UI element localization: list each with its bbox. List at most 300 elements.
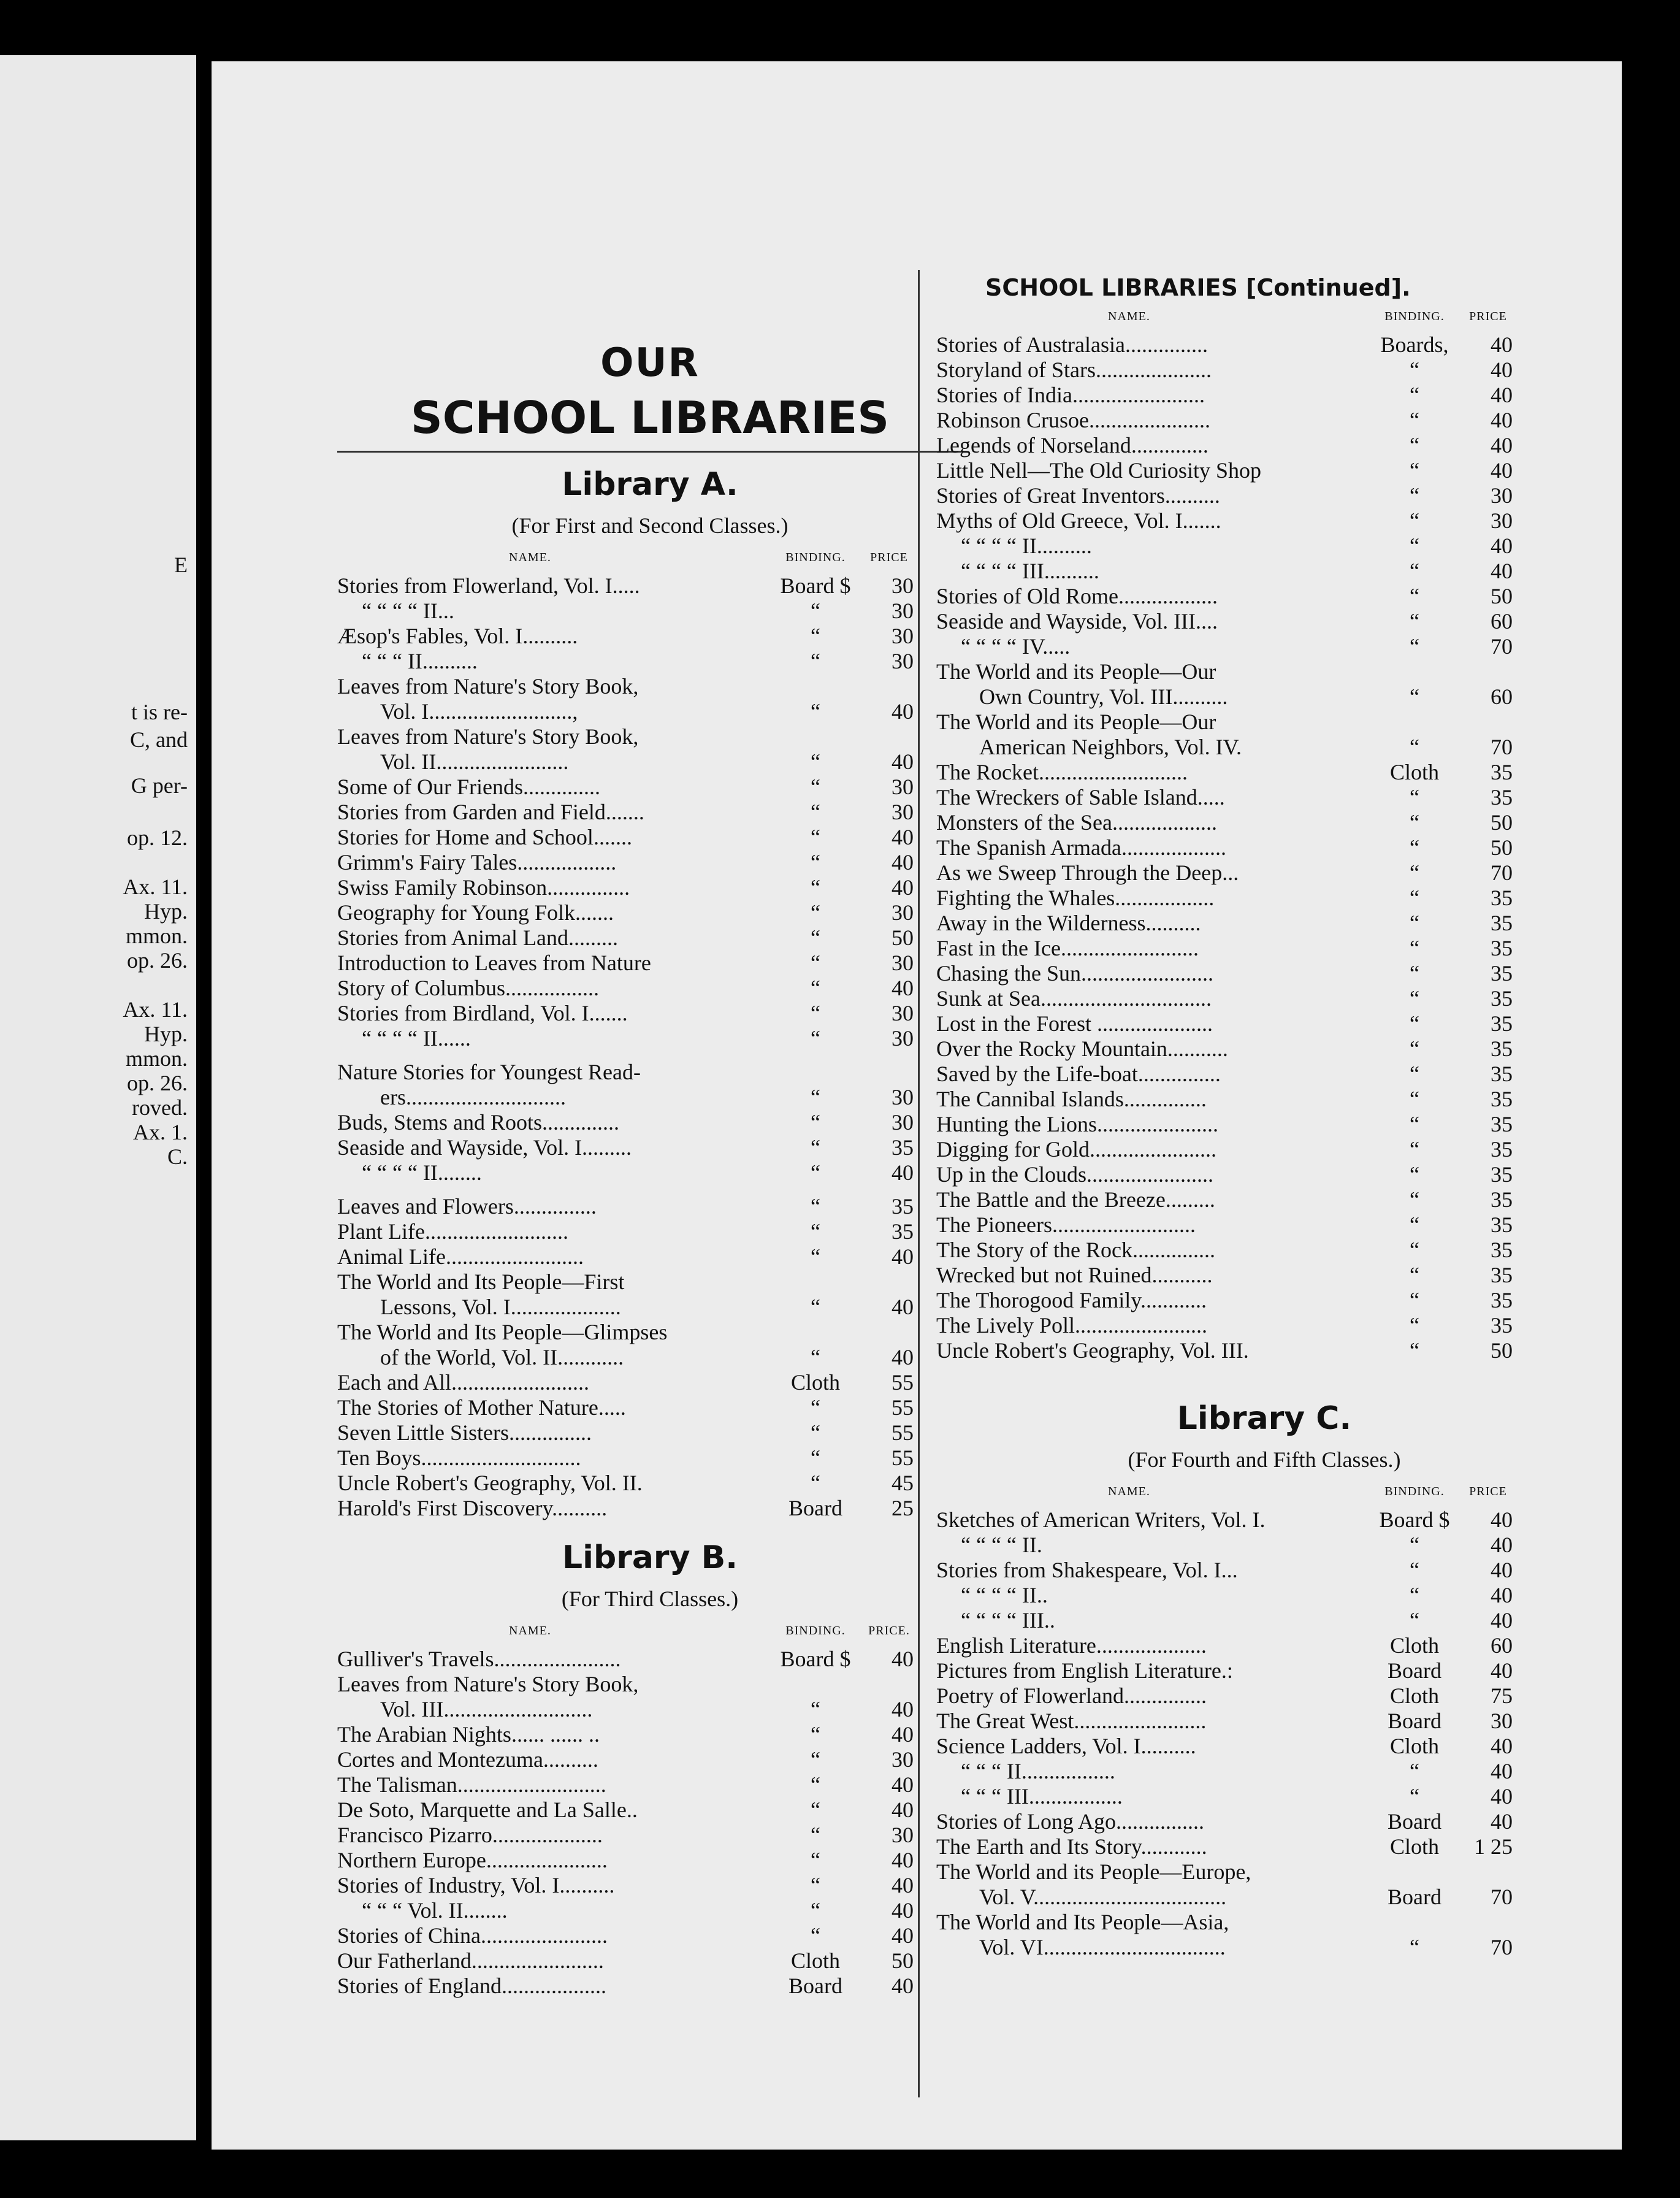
list-item [337,1001,963,1026]
list-item [337,1135,963,1160]
list-item [936,634,1592,659]
item-binding: “ [811,749,820,774]
item-binding: Boards, [1380,332,1449,357]
list-item [936,1011,1592,1036]
item-binding: “ [1410,1137,1419,1162]
list-item [936,1533,1592,1558]
item-name: The World and Its People—Glimpses [337,1320,668,1344]
item-binding: “ [811,1110,820,1135]
item-price: 35 [892,1194,914,1219]
list-item [337,925,963,951]
item-name: The Great West........................ [936,1709,1207,1733]
item-name: Stories of China....................... [337,1923,608,1948]
library-b-title: Library B. [562,1539,738,1576]
item-name: Robinson Crusoe...................... [936,408,1211,432]
item-name: As we Sweep Through the Deep... [936,860,1239,885]
item-name: The Pioneers.......................... [936,1212,1196,1237]
item-name: The Battle and the Breeze......... [936,1187,1215,1212]
list-item [936,1288,1592,1313]
list-item [337,1295,963,1320]
item-name: Grimm's Fairy Tales.................. [337,850,617,875]
right-column [936,274,1592,1960]
item-price: 30 [1491,1709,1513,1733]
item-price: 30 [892,800,914,824]
list-item [936,1683,1592,1709]
name-header: NAME. [509,1624,551,1637]
list-item [337,1269,963,1295]
item-price: 40 [892,1295,914,1319]
item-price: 30 [892,1026,914,1051]
item-price: 40 [892,1923,914,1948]
item-name: Ten Boys............................. [337,1446,581,1470]
item-price: 35 [1491,936,1513,960]
item-binding: “ [811,1898,820,1923]
continued-list [936,332,1592,1363]
list-item [337,1420,963,1446]
item-name: Storyland of Stars..................... [936,358,1212,382]
item-name: Saved by the Life-boat............... [936,1062,1221,1086]
item-name: English Literature.................... [936,1633,1207,1658]
item-price: 40 [1491,332,1513,357]
item-binding: Cloth [790,1370,840,1395]
name-header: NAME. [1108,1485,1150,1498]
item-price: 30 [892,951,914,975]
item-price: 30 [892,573,914,598]
item-price: 35 [1491,1036,1513,1061]
item-binding: “ [811,1420,820,1445]
library-a-header [337,551,963,565]
item-name: Stories from Flowerland, Vol. I..... [337,573,640,598]
title-rule [337,451,963,453]
item-binding: “ [1410,1338,1419,1363]
binding-header: BINDING. [785,551,846,564]
item-price: 40 [892,976,914,1000]
item-name: The Thorogood Family............ [936,1288,1207,1312]
list-item [936,609,1592,634]
item-name: Lost in the Forest ..................... [936,1011,1213,1036]
item-name: Seven Little Sisters............... [337,1420,592,1445]
list-item [337,724,963,749]
item-price: 35 [1491,1187,1513,1212]
item-name: Away in the Wilderness.......... [936,911,1201,935]
item-binding: “ [1410,458,1419,483]
list-item [337,674,963,699]
item-price: 30 [1491,508,1513,533]
item-binding: “ [1410,508,1419,533]
list-item [337,599,963,624]
item-name: Legends of Norseland.............. [936,433,1208,458]
item-binding: “ [1410,911,1419,935]
item-price: 70 [1491,735,1513,759]
item-binding: “ [811,1923,820,1948]
item-binding: “ [1410,1087,1419,1111]
item-name: Wrecked but not Ruined........... [936,1263,1213,1287]
item-price: 35 [1491,961,1513,986]
item-binding: “ [811,1135,820,1160]
item-price: 35 [1491,911,1513,935]
facing-page-text: Hyp. [144,1022,188,1046]
item-binding: “ [1410,936,1419,960]
item-price: 40 [1491,1507,1513,1532]
item-price: 55 [892,1420,914,1445]
list-item [337,1194,963,1219]
item-name: Cortes and Montezuma.......... [337,1747,598,1772]
item-price: 50 [1491,810,1513,835]
price-header: PRICE [1469,310,1507,323]
list-item [337,1446,963,1471]
list-item [337,1370,963,1395]
item-price: 40 [892,1160,914,1185]
item-name: Plant Life.......................... [337,1219,568,1244]
item-binding: “ [1410,1238,1419,1262]
item-name: Sketches of American Writers, Vol. I. [936,1507,1266,1532]
list-item [936,1162,1592,1187]
list-item [936,383,1592,408]
item-binding: “ [1410,483,1419,508]
item-name: “ “ “ “ III.......... [961,559,1099,583]
item-name: Hunting the Lions...................... [936,1112,1218,1136]
list-item [337,951,963,976]
item-price: 70 [1491,1935,1513,1959]
item-price: 40 [1491,559,1513,583]
item-price: 40 [892,1873,914,1897]
item-name: “ “ “ “ II.. [961,1583,1048,1607]
item-name: “ “ “ “ II... [362,599,454,623]
item-binding: “ [1410,433,1419,458]
list-item [936,1834,1592,1859]
library-c-subtitle: (For Fourth and Fifth Classes.) [1128,1447,1401,1472]
list-item [337,649,963,674]
library-b-subtitle: (For Third Classes.) [561,1587,739,1611]
item-price: 30 [892,1110,914,1135]
item-binding: “ [1410,1011,1419,1036]
list-item [936,1935,1592,1960]
item-name: Swiss Family Robinson............... [337,875,630,900]
item-binding: “ [811,1747,820,1772]
list-item [936,1212,1592,1238]
item-binding: “ [1410,1533,1419,1557]
item-name: Sunk at Sea............................... [936,986,1212,1011]
facing-page-text: mmon. [125,1046,188,1071]
item-price: 40 [1491,1658,1513,1683]
item-binding: “ [811,599,820,623]
list-item [936,1558,1592,1583]
facing-page-text: op. 26. [127,1071,188,1095]
item-price: 60 [1491,609,1513,634]
item-price: 25 [892,1496,914,1520]
item-name: Buds, Stems and Roots.............. [337,1110,620,1135]
item-binding: “ [1410,1759,1419,1783]
item-name: Stories of Industry, Vol. I.......... [337,1873,615,1897]
item-price: 55 [892,1370,914,1395]
item-price: 35 [1491,886,1513,910]
item-binding: “ [1410,1583,1419,1607]
list-item [936,1734,1592,1759]
facing-page-text: Hyp. [144,899,188,924]
item-binding: “ [1410,810,1419,835]
list-item [337,1747,963,1772]
item-name: “ “ “ “ II. [961,1533,1042,1557]
item-price: 40 [892,1974,914,1998]
name-header: NAME. [1108,310,1150,323]
facing-page-text: G per- [131,773,188,798]
list-item [936,961,1592,986]
item-name: “ “ “ II.......... [362,649,478,673]
item-name: The Spanish Armada................... [936,835,1226,860]
left-column [337,279,963,1999]
library-c-title: Library C. [1177,1400,1352,1437]
item-price: 40 [892,749,914,774]
item-price: 35 [1491,1011,1513,1036]
item-price: 40 [892,1722,914,1747]
list-item [337,1060,963,1085]
library-a-subtitle: (For First and Second Classes.) [511,513,788,538]
list-item [936,684,1592,710]
item-price: 1 25 [1474,1834,1513,1859]
item-name: Seaside and Wayside, Vol. III.... [936,609,1218,634]
item-name: Stories of India........................ [936,383,1205,407]
item-name: Lessons, Vol. I.................... [380,1295,621,1319]
item-name: Nature Stories for Youngest Read- [337,1060,641,1084]
item-name: “ “ “ II................. [961,1759,1115,1783]
item-price: 40 [892,1898,914,1923]
item-binding: Cloth [1389,1734,1439,1758]
list-item [337,850,963,875]
item-binding: “ [811,1001,820,1025]
item-price: 70 [1491,1885,1513,1909]
item-name: The Rocket........................... [936,760,1188,784]
item-binding: “ [1410,1608,1419,1633]
facing-page-text: C, and [130,727,188,752]
item-name: The Arabian Nights...... ...... .. [337,1722,600,1747]
list-item [936,936,1592,961]
item-price: 40 [1491,1558,1513,1582]
list-item [936,1658,1592,1683]
item-binding: “ [1410,1313,1419,1338]
item-price: 35 [1491,1212,1513,1237]
item-price: 50 [892,1948,914,1973]
item-binding: Board [1388,1809,1441,1834]
item-price: 35 [1491,986,1513,1011]
item-name: Vol. V................................... [979,1885,1227,1909]
item-price: 35 [1491,1062,1513,1086]
item-name: Stories of England................... [337,1974,606,1998]
list-item [936,1087,1592,1112]
item-name: Gulliver's Travels....................... [337,1647,621,1671]
list-item [337,1898,963,1923]
item-binding: “ [1410,1935,1419,1959]
facing-page-text: Ax. 11. [123,875,188,899]
list-item [337,1320,963,1345]
list-item [337,1672,963,1697]
item-name: Stories of Australasia............... [936,332,1208,357]
item-name: The Story of the Rock............... [936,1238,1215,1262]
list-item [337,1697,963,1722]
item-binding: “ [811,1295,820,1319]
item-price: 40 [1491,408,1513,432]
list-item [337,875,963,900]
list-item [936,911,1592,936]
item-price: 35 [1491,785,1513,810]
item-name: Northern Europe...................... [337,1848,608,1872]
item-price: 50 [892,925,914,950]
item-name: Animal Life......................... [337,1244,584,1269]
name-header: NAME. [509,551,551,564]
item-binding: “ [811,1085,820,1109]
item-binding: “ [1410,534,1419,558]
facing-page-text: op. 26. [127,948,188,973]
item-name: Æsop's Fables, Vol. I.......... [337,624,578,648]
item-price: 30 [1491,483,1513,508]
item-price: 40 [892,1772,914,1797]
item-price: 40 [892,1697,914,1721]
facing-page-text: C. [167,1144,188,1169]
item-name: Each and All......................... [337,1370,589,1395]
continued-header [936,310,1592,324]
item-name: Chasing the Sun........................ [936,961,1214,986]
item-price: 40 [1491,358,1513,382]
item-binding: “ [811,1219,820,1244]
item-name: The Cannibal Islands............... [936,1087,1207,1111]
facing-page-fragment [0,55,196,2140]
item-name: Stories of Great Inventors.......... [936,483,1220,508]
list-item [936,1759,1592,1784]
item-name: Monsters of the Sea................... [936,810,1217,835]
item-price: 35 [1491,1162,1513,1187]
list-item [337,825,963,850]
item-price: 30 [892,599,914,623]
item-binding: “ [811,900,820,925]
item-binding: “ [811,1873,820,1897]
list-item [337,1085,963,1110]
item-price: 40 [1491,433,1513,458]
item-price: 30 [892,900,914,925]
list-item [337,1219,963,1244]
item-price: 50 [1491,1338,1513,1363]
item-binding: “ [811,1471,820,1495]
item-binding: “ [1410,684,1419,709]
item-binding: “ [1410,1263,1419,1287]
item-price: 30 [892,624,914,648]
list-item [936,508,1592,534]
facing-page-text: mmon. [125,924,188,948]
item-binding: “ [1410,735,1419,759]
item-price: 45 [892,1471,914,1495]
library-b-list [337,1647,963,1999]
item-name: “ “ “ “ III.. [961,1608,1055,1633]
library-a-title: Library A. [562,466,738,503]
item-binding: Board $ [780,1647,851,1671]
item-name: Introduction to Leaves from Nature [337,951,651,975]
item-price: 35 [1491,1263,1513,1287]
list-item [337,1395,963,1420]
item-price: 55 [892,1446,914,1470]
item-name: Myths of Old Greece, Vol. I....... [936,508,1221,533]
item-name: Harold's First Discovery.......... [337,1496,608,1520]
item-binding: “ [1410,1112,1419,1136]
item-name: “ “ “ “ II...... [362,1026,471,1051]
facing-page-text: t is re- [131,700,188,724]
item-binding: “ [811,775,820,799]
list-item [936,1036,1592,1062]
page-title: SCHOOL LIBRARIES [410,392,890,443]
item-price: 35 [1491,1238,1513,1262]
item-price: 40 [1491,383,1513,407]
library-a-list [337,573,963,1521]
item-binding: “ [1410,835,1419,860]
list-item [337,1110,963,1135]
page-title-our: OUR [600,340,700,386]
list-item [936,1137,1592,1162]
item-name: Stories of Long Ago................ [936,1809,1204,1834]
item-binding: Board [788,1974,842,1998]
item-price: 40 [892,1647,914,1671]
item-name: De Soto, Marquette and La Salle.. [337,1798,638,1822]
item-price: 30 [892,1747,914,1772]
list-item [337,1026,963,1051]
facing-page-text: roved. [132,1095,188,1120]
item-binding: “ [811,1446,820,1470]
item-name: Uncle Robert's Geography, Vol. III. [936,1338,1249,1363]
item-binding: “ [811,925,820,950]
item-price: 35 [892,1135,914,1160]
list-item [936,408,1592,433]
item-price: 40 [1491,1533,1513,1557]
item-name: Leaves from Nature's Story Book, [337,674,639,699]
item-binding: “ [811,1244,820,1269]
item-name: Stories from Garden and Field....... [337,800,644,824]
item-binding: “ [1410,1288,1419,1312]
item-binding: “ [811,649,820,673]
item-name: Leaves from Nature's Story Book, [337,724,639,749]
item-binding: “ [1410,634,1419,659]
item-price: 30 [892,1823,914,1847]
item-binding: “ [1410,1162,1419,1187]
list-item [936,584,1592,609]
item-binding: “ [811,1722,820,1747]
item-name: Stories from Birdland, Vol. I....... [337,1001,628,1025]
item-name: The World and Its People—First [337,1269,625,1294]
item-price: 40 [1491,458,1513,483]
item-binding: “ [811,800,820,824]
item-price: 50 [1491,835,1513,860]
item-name: Vol. III........................... [380,1697,593,1721]
item-price: 40 [892,1798,914,1822]
list-item [337,624,963,649]
list-item [337,775,963,800]
list-item [936,559,1592,584]
item-binding: Cloth [1389,1834,1439,1859]
item-price: 60 [1491,1633,1513,1658]
item-price: 40 [1491,1784,1513,1809]
library-b-header [337,1624,963,1638]
item-binding: “ [1410,1784,1419,1809]
item-price: 55 [892,1395,914,1420]
list-item [936,1885,1592,1910]
list-item [936,1062,1592,1087]
binding-header: BINDING. [1384,1485,1445,1498]
item-binding: “ [811,1160,820,1185]
item-name: ers............................. [380,1085,566,1109]
item-name: Up in the Clouds....................... [936,1162,1214,1187]
item-price: 40 [892,1345,914,1369]
item-binding: “ [1410,986,1419,1011]
item-binding: “ [1410,961,1419,986]
list-item [936,1784,1592,1809]
list-item [337,1160,963,1185]
item-name: Fast in the Ice......................... [936,936,1199,960]
item-binding: “ [811,1194,820,1219]
